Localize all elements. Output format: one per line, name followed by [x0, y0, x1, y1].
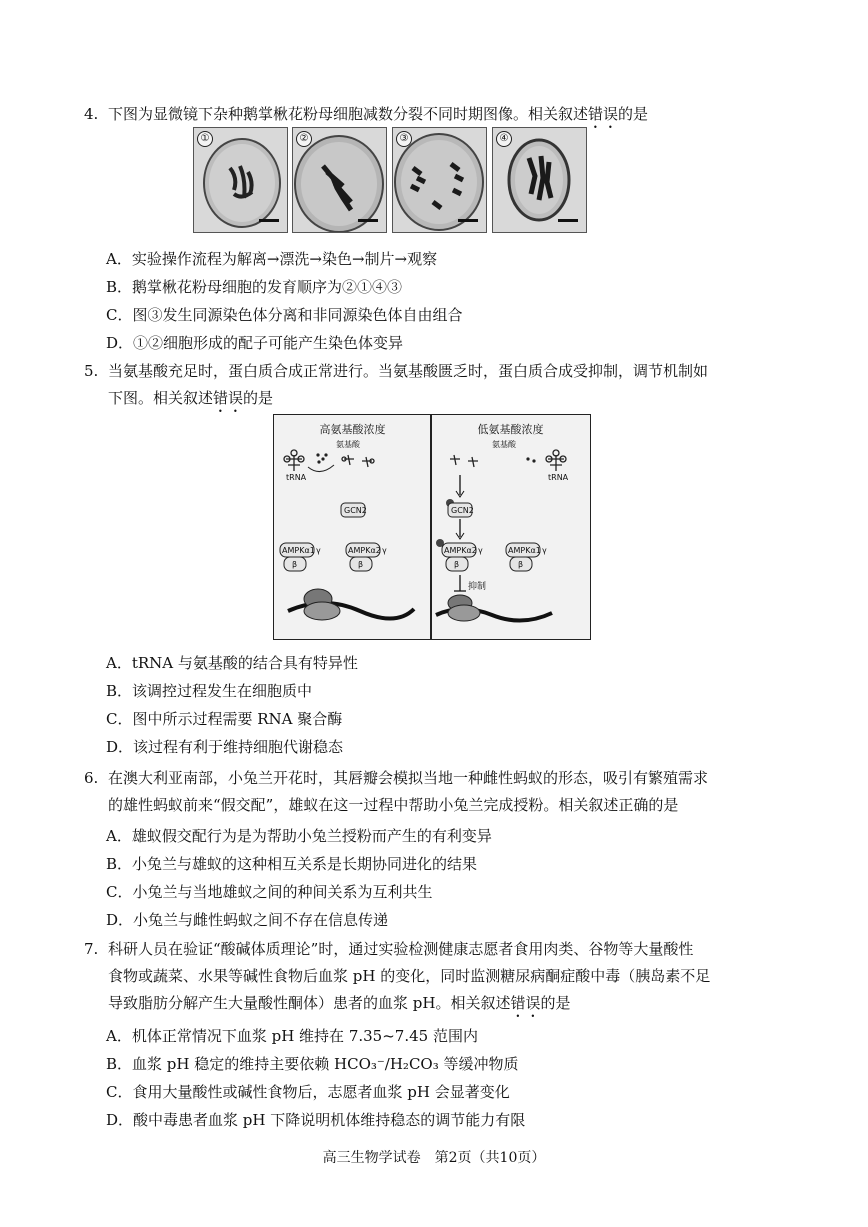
- scale-bar: [358, 219, 378, 222]
- label-beta: β: [292, 560, 298, 569]
- label-gcn2: GCN2: [451, 506, 474, 515]
- option-b: B．该调控过程发生在细胞质中: [106, 682, 313, 700]
- option-c: C．图中所示过程需要 RNA 聚合酶: [106, 710, 343, 728]
- label-gamma: γ: [382, 546, 387, 555]
- question-7: [86, 936, 786, 1021]
- option-c: C．食用大量酸性或碱性食物后，志愿者血浆 pH 会显著变化: [106, 1083, 510, 1101]
- label-inhibit: 抑制: [468, 582, 487, 592]
- label-trna: tRNA: [286, 473, 307, 482]
- micrograph-1: [193, 127, 288, 233]
- emphasis-text: 错误: [588, 105, 619, 123]
- emphasis-text: 错误: [213, 389, 244, 407]
- question-stem-line2: 食物或蔬菜、水果等碱性食物后血浆 pH 的变化，同时监测糖尿病酮症酸中毒（胰岛素不足: [108, 967, 711, 985]
- label-beta: β: [518, 560, 524, 569]
- option-a: A．雄蚁假交配行为是为帮助小兔兰授粉而产生的有利变异: [106, 827, 492, 845]
- panel-title: 低氨基酸浓度: [477, 423, 544, 436]
- option-b: B．鹅掌楸花粉母细胞的发育顺序为②①④③: [106, 278, 403, 296]
- panel-title: 高氨基酸浓度: [319, 423, 386, 436]
- question-stem: 下图为显微镜下杂种鹅掌楸花粉母细胞减数分裂不同时期图像。相关叙述错误的是: [108, 105, 649, 123]
- micrograph-2: [292, 127, 387, 233]
- question-5: [86, 358, 786, 416]
- option-d: D．该过程有利于维持细胞代谢稳态: [106, 738, 344, 756]
- question-stem-line1: 当氨基酸充足时，蛋白质合成正常进行。当氨基酸匮乏时，蛋白质合成受抑制，调节机制如: [108, 362, 709, 380]
- question-stem-line1: 在澳大利亚南部，小兔兰开花时，其唇瓣会模拟当地一种雌性蚂蚁的形态，吸引有繁殖需求: [108, 769, 709, 787]
- question-stem-line2: 的雄性蚂蚁前来“假交配”，雄蚁在这一过程中帮助小兔兰完成授粉。相关叙述正确的是: [108, 796, 679, 814]
- label-beta: β: [454, 560, 460, 569]
- question-6: [86, 765, 786, 819]
- option-d: D．酸中毒患者血浆 pH 下降说明机体维持稳态的调节能力有限: [106, 1111, 526, 1129]
- label-ampk-a2: AMPKα2: [348, 546, 381, 555]
- micrograph-row: [193, 127, 585, 233]
- image-label: ①: [197, 131, 213, 147]
- label-amino-acid: 氨基酸: [336, 440, 360, 449]
- label-amino-acid: 氨基酸: [492, 440, 516, 449]
- option-c: C．小兔兰与当地雄蚁之间的种间关系为互利共生: [106, 883, 433, 901]
- regulation-diagram: [273, 414, 591, 640]
- option-a: A．tRNA 与氨基酸的结合具有特异性: [106, 654, 358, 672]
- image-label: ③: [396, 131, 412, 147]
- question-stem-line1: 科研人员在验证“酸碱体质理论”时，通过实验检测健康志愿者食用肉类、谷物等大量酸性: [108, 940, 694, 958]
- option-b: B．小兔兰与雄蚁的这种相互关系是长期协同进化的结果: [106, 855, 478, 873]
- option-d: D．小兔兰与雌性蚂蚁之间不存在信息传递: [106, 911, 389, 929]
- option-b: B．血浆 pH 稳定的维持主要依赖 HCO₃⁻/H₂CO₃ 等缓冲物质: [106, 1055, 519, 1073]
- label-ampk-a2: AMPKα2: [444, 546, 477, 555]
- scale-bar: [458, 219, 478, 222]
- image-label: ④: [496, 131, 512, 147]
- question-number: 4.: [84, 105, 99, 123]
- label-gamma: γ: [478, 546, 483, 555]
- option-a: A．实验操作流程为解离→漂洗→染色→制片→观察: [106, 250, 438, 268]
- label-beta: β: [358, 560, 364, 569]
- micrograph-3: [392, 127, 487, 233]
- micrograph-4: [492, 127, 587, 233]
- option-d: D．①②细胞形成的配子可能产生染色体变异: [106, 334, 404, 352]
- question-stem-line3: 导致脂肪分解产生大量酸性酮体）患者的血浆 pH。相关叙述错误的是: [108, 994, 571, 1012]
- question-number: 5.: [84, 362, 99, 380]
- image-label: ②: [296, 131, 312, 147]
- emphasis-text: 错误: [510, 994, 541, 1012]
- page-footer: 高三生物学试卷 第2页（共10页）: [322, 1150, 546, 1166]
- label-trna: tRNA: [548, 473, 569, 482]
- option-c: C．图③发生同源染色体分离和非同源染色体自由组合: [106, 306, 463, 324]
- label-ampk-a1: AMPKα1: [282, 546, 315, 555]
- scale-bar: [558, 219, 578, 222]
- label-gamma: γ: [316, 546, 321, 555]
- question-stem-line2: 下图。相关叙述错误的是: [108, 389, 274, 407]
- panel-high-amino-acid: [274, 415, 431, 639]
- scale-bar: [259, 219, 279, 222]
- question-number: 6.: [84, 769, 99, 787]
- label-gamma: γ: [542, 546, 547, 555]
- option-a: A．机体正常情况下血浆 pH 维持在 7.35~7.45 范围内: [106, 1027, 478, 1045]
- question-number: 7.: [84, 940, 99, 958]
- panel-low-amino-acid: [432, 415, 589, 639]
- label-gcn2: GCN2: [344, 506, 367, 515]
- label-ampk-a1: AMPKα1: [508, 546, 541, 555]
